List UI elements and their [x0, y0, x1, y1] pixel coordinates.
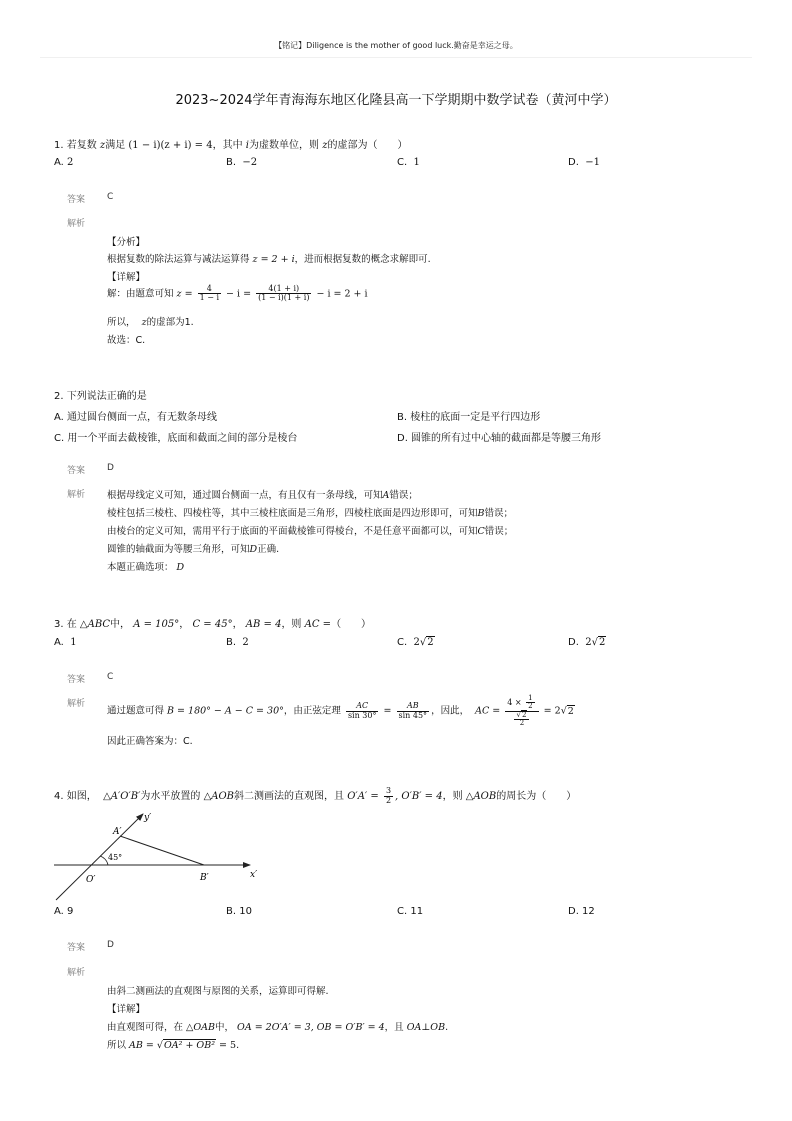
- question-1-option-c: C. 1: [397, 157, 420, 168]
- question-3-solution-line-1: 通过题意可得 B = 180° − A − C = 30°，由正弦定理 $\frac{AC}{\sin 30^\circ}$ = $\frac{AB}{\sin 45^\circ}$ ，因此， AC = 4 × $\frac{1}{2}$ $\frac{√2}{2}$ = 2√2: [107, 694, 574, 728]
- question-4-answer-label: 答案: [67, 943, 86, 953]
- question-4-answer: D: [107, 940, 114, 950]
- question-2-answer: D: [107, 463, 114, 473]
- question-3-stem: 3. 在 △ABC中， A = 105°， C = 45°， AB = 4，则 AC =（ ）: [54, 619, 372, 630]
- question-2-solution-line-3: 由棱台的定义可知，需用平行于底面的平面截棱锥可得棱台，不是任意平面都可以，可知C错误；: [107, 526, 514, 537]
- question-3-option-b: B. 2: [226, 637, 249, 648]
- document-title: 2023~2024学年青海海东地区化隆县高一下学期期中数学试卷（黄河中学）: [175, 93, 617, 108]
- angle-arc: [100, 856, 108, 865]
- question-4-option-a: A. 9: [54, 906, 74, 917]
- question-1-analysis-label: 解析: [67, 219, 86, 229]
- question-3-option-d: D. 2√2: [568, 637, 606, 648]
- question-1-solution-line-1: 【分析】: [107, 237, 146, 248]
- question-2-solution-line-1: 根据母线定义可知，通过圆台侧面一点，有且仅有一条母线，可知A错误；: [107, 490, 418, 501]
- question-1-option-a: A. 2: [54, 157, 74, 168]
- question-4-option-c: C. 11: [397, 906, 424, 917]
- question-4-solution-line-3: 由直观图可得，在 △OAB中， OA = 2O′A′ = 3, OB = O′B′ = 4，且 OA⊥OB.: [107, 1022, 449, 1033]
- question-1-solution-line-4: 解：由题意可知 z = $\frac{4}{1 - i}$ − i = $\frac{4(1 + i)}{(1 - i)(1 + i)}$ − i = 2 + i: [107, 284, 368, 303]
- question-2-solution-line-5: 本题正确选项： D: [107, 562, 185, 573]
- question-3-answer-label: 答案: [67, 675, 86, 685]
- question-1-answer: C: [107, 192, 114, 202]
- question-1-answer-label: 答案: [67, 195, 86, 205]
- question-2-option-d: D. 圆锥的所有过中心轴的截面都是等腰三角形: [397, 433, 602, 444]
- question-2-stem: 2. 下列说法正确的是: [54, 391, 147, 402]
- question-1-stem: 1. 若复数 z满足 (1 − i)(z + i) = 4，其中 i为虚数单位，则 z的虚部为（ ）: [54, 140, 408, 151]
- question-2-answer-label: 答案: [67, 466, 86, 476]
- question-2-option-c: C. 用一个平面去截棱锥，底面和截面之间的部分是棱台: [54, 433, 298, 444]
- question-4-solution-line-1: 由斜二测画法的直观图与原图的关系，运算即可得解.: [107, 986, 329, 997]
- question-1-solution-line-3: 【详解】: [107, 272, 146, 283]
- question-2-solution-line-2: 棱柱包括三棱柱、四棱柱等，其中三棱柱底面是三角形，四棱柱底面是四边形即可，可知B错误；: [107, 508, 514, 519]
- question-3-option-a: A. 1: [54, 637, 77, 648]
- question-3-option-c: C. 2√2: [397, 637, 434, 648]
- header-motto: 【铭记】Diligence is the mother of good luck.勤奋是幸运之母。: [274, 41, 518, 50]
- question-2-option-b: B. 棱柱的底面一定是平行四边形: [397, 412, 541, 423]
- question-1-option-b: B. −2: [226, 157, 258, 168]
- question-1-solution-line-6: 故选：C.: [107, 335, 146, 346]
- question-4-solution-line-2: 【详解】: [107, 1004, 146, 1015]
- question-4-stem: 4. 如图， △A′O′B′为水平放置的 △AOB斜二测画法的直观图，且 O′A′ = $\frac{3}{2}$ , O′B′ = 4，则 △AOB的周长为（ ）: [54, 786, 577, 805]
- question-4-option-b: B. 10: [226, 906, 252, 917]
- question-2-analysis-label: 解析: [67, 490, 86, 500]
- point-o-label: O′: [86, 875, 96, 885]
- question-4-solution-line-4: 所以 AB = √OA² + OB² = 5.: [107, 1040, 240, 1051]
- y-axis-label: y′: [144, 813, 152, 823]
- question-1-solution-line-2: 根据复数的除法运算与减法运算得 z = 2 + i，进而根据复数的概念求解即可.: [107, 254, 431, 265]
- angle-label: 45°: [108, 853, 123, 862]
- question-3-answer: C: [107, 672, 114, 682]
- question-4-option-d: D. 12: [568, 906, 595, 917]
- segment-a-b: [120, 836, 204, 865]
- question-2-option-a: A. 通过圆台侧面一点，有无数条母线: [54, 412, 218, 423]
- point-b-label: B′: [200, 873, 209, 883]
- header-divider: [40, 57, 752, 58]
- point-a-label: A′: [113, 827, 122, 837]
- question-1-solution-line-5: 所以， z的虚部为1.: [107, 317, 194, 328]
- question-4-analysis-label: 解析: [67, 968, 86, 978]
- oblique-projection-figure: [52, 808, 267, 904]
- question-1-option-d: D. −1: [568, 157, 600, 168]
- question-2-solution-line-4: 圆锥的轴截面为等腰三角形，可知D正确.: [107, 544, 280, 555]
- question-3-solution-line-2: 因此正确答案为：C.: [107, 736, 193, 747]
- x-axis-label: x′: [250, 870, 258, 880]
- y-axis-line: [56, 814, 143, 900]
- question-3-analysis-label: 解析: [67, 699, 86, 709]
